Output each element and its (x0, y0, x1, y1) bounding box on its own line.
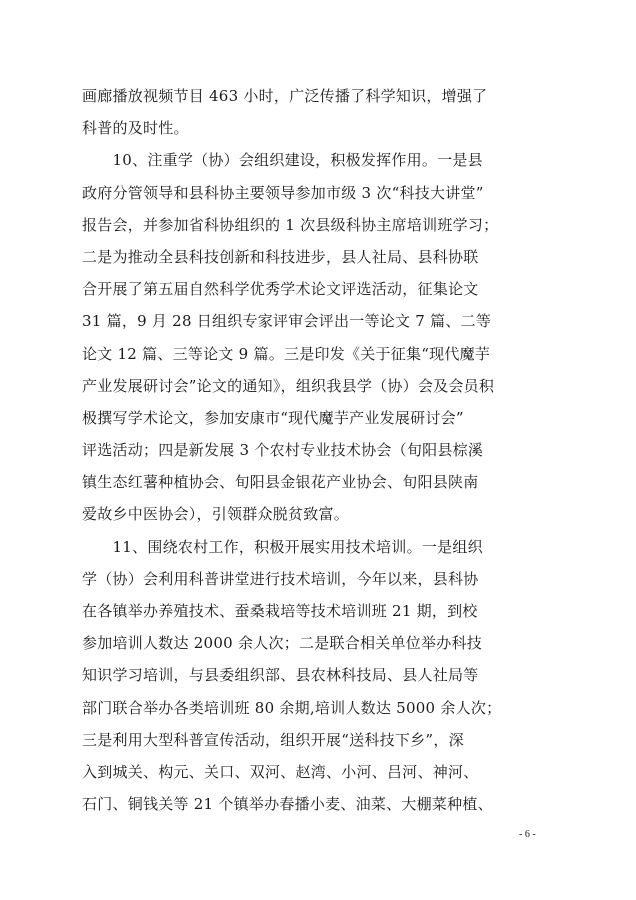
text-line: 科普的及时性。 (82, 119, 189, 138)
text-line: 在各镇举办养殖技术、蚕桑栽培等技术培训班 21 期，到校 (82, 602, 478, 620)
text-line: 二是为推动全县科技创新和科技进步，县人社局、县科协联 (82, 247, 479, 266)
text-line: 报告会，并参加省科协组织的 1 次县级科协主席培训班学习； (82, 215, 499, 234)
text-line: 学（协）会利用科普讲堂进行技术培训，今年以来，县科协 (82, 569, 479, 588)
text-line: 三是利用大型科普宣传活动，组织开展“送科技下乡”，深 (82, 730, 464, 749)
text-line: 参加培训人数达 2000 余人次；二是联合相关单位举办科技 (82, 634, 482, 653)
text-line: 产业发展研讨会”论文的通知》，组织我县学（协）会及会员积 (82, 376, 495, 395)
text-line: 部门联合举办各类培训班 80 余期,培训人数达 5000 余人次； (82, 698, 502, 717)
text-line: 镇生态红薯种植协会、旬阳县金银花产业协会、旬阳县陕南 (82, 473, 479, 492)
text-line: 知识学习培训，与县委组织部、县农林科技局、县人社局等 (82, 666, 479, 685)
text-line: 入到城关、构元、关口、双河、赵湾、小河、吕河、神河、 (82, 762, 479, 781)
page-number: - 6 - (519, 829, 536, 840)
text-line: 合开展了第五届自然科学优秀学术论文评选活动，征集论文 (82, 280, 479, 299)
text-line: 评选活动；四是新发展 3 个农村专业技术协会（旬阳县棕溪 (82, 441, 484, 460)
text-line: 石门、铜钱关等 21 个镇举办春播小麦、油菜、大棚菜种植、 (82, 795, 493, 814)
text-line: 31 篇，9 月 28 日组织专家评审会评出一等论文 7 篇、二等 (82, 312, 492, 331)
text-line: 论文 12 篇、三等论文 9 篇。三是印发《关于征集“现代魔芋 (82, 344, 491, 363)
text-line: 极撰写学术论文，参加安康市“现代魔芋产业发展研讨会” (82, 408, 464, 427)
text-line: 10、注重学（协）会组织建设，积极发挥作用。一是县 (82, 151, 483, 170)
text-line: 画廊播放视频节目 463 小时，广泛传播了科学知识，增强了 (82, 87, 488, 105)
body-text (82, 80, 552, 820)
text-line: 政府分管领导和县科协主要领导参加市级 3 次“科技大讲堂” (82, 183, 484, 202)
text-line: 11、围绕农村工作，积极开展实用技术培训。一是组织 (82, 537, 483, 556)
text-line: 爱故乡中医协会），引领群众脱贫致富。 (82, 505, 350, 524)
